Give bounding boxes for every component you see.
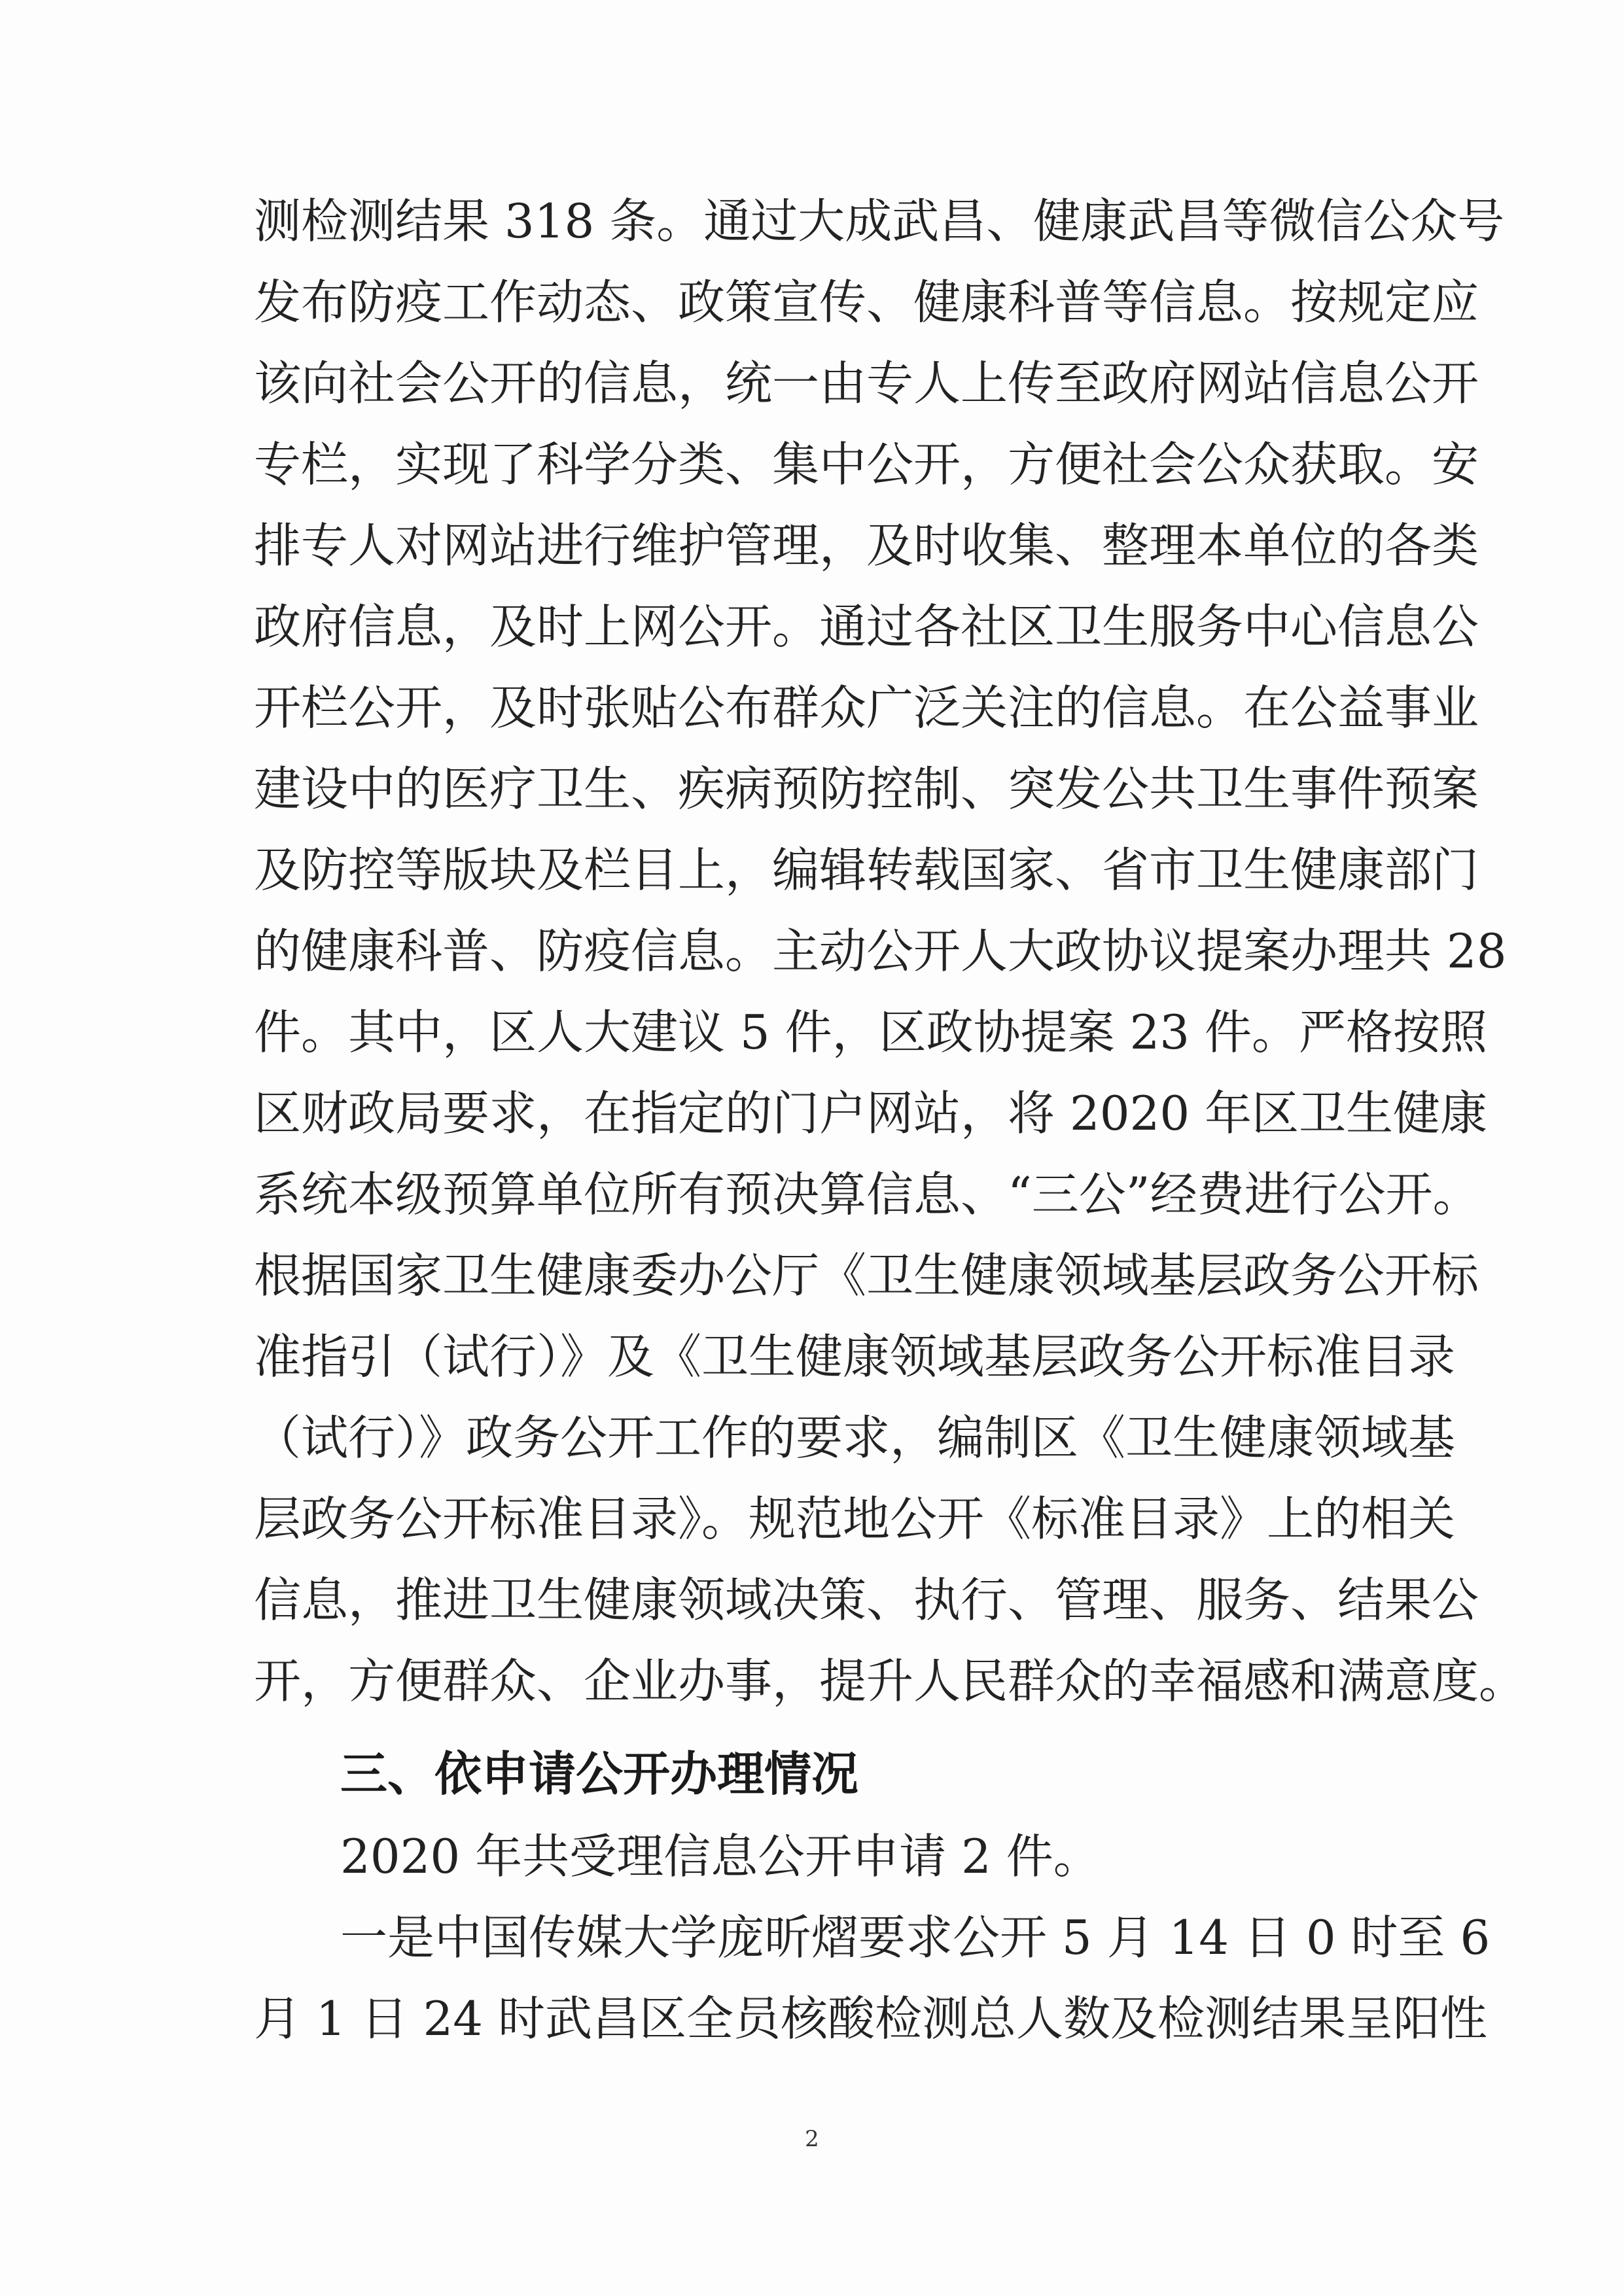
text-line: 系统本级预算单位所有预决算信息、“三公”经费进行公开。 [254, 1167, 1480, 1222]
text-line: 及防控等版块及栏目上，编辑转载国家、省市卫生健康部门 [254, 843, 1479, 897]
text-line: 排专人对网站进行维护管理，及时收集、整理本单位的各类 [254, 518, 1479, 573]
text-line: 区财政局要求，在指定的门户网站，将 2020 年区卫生健康 [254, 1086, 1488, 1141]
text-line: （试行）》政务公开工作的要求，编制区《卫生健康领域基 [254, 1410, 1456, 1465]
text-line: 的健康科普、防疫信息。主动公开人大政协议提案办理共 28 [254, 924, 1507, 979]
text-line: 根据国家卫生健康委办公厅《卫生健康领域基层政务公开标 [254, 1248, 1479, 1303]
body-paragraph [254, 181, 1527, 1722]
text-line: 建设中的医疗卫生、疾病预防控制、突发公共卫生事件预案 [254, 761, 1479, 816]
text-line: 测检测结果 318 条。通过大成武昌、健康武昌等微信公众号 [254, 194, 1505, 249]
first-case-paragraph [254, 1897, 1491, 2059]
text-line: 件。其中，区人大建议 5 件，区政协提案 23 件。严格按照 [254, 1005, 1487, 1060]
text-line: 月 1 日 24 时武昌区全员核酸检测总人数及检测结果呈阳性 [254, 1991, 1487, 2046]
text-line: 开，方便群众、企业办事，提升人民群众的幸福感和满意度。 [254, 1654, 1527, 1709]
text-line: 专栏，实现了科学分类、集中公开，方便社会公众获取。安 [254, 437, 1479, 492]
text-line: 开栏公开，及时张贴公布群众广泛关注的信息。在公益事业 [254, 680, 1479, 735]
text-line: 一是中国传媒大学庞昕熠要求公开 5 月 14 日 0 时至 6 [340, 1910, 1491, 1965]
accepted-requests-paragraph: 2020 年共受理信息公开申请 2 件。 [340, 1829, 1101, 1884]
text-line: 政府信息，及时上网公开。通过各社区卫生服务中心信息公 [254, 599, 1479, 654]
section-heading: 三、依申请公开办理情况 [340, 1747, 859, 1801]
text-line: 发布防疫工作动态、政策宣传、健康科普等信息。按规定应 [254, 275, 1479, 330]
text-line: 层政务公开标准目录》。规范地公开《标准目录》上的相关 [254, 1491, 1456, 1546]
text-line: 该向社会公开的信息，统一由专人上传至政府网站信息公开 [254, 356, 1479, 411]
text-line: 准指引（试行）》及《卫生健康领域基层政务公开标准目录 [254, 1329, 1456, 1384]
page-number: 2 [805, 2126, 819, 2152]
text-line: 信息，推进卫生健康领域决策、执行、管理、服务、结果公 [254, 1573, 1479, 1627]
